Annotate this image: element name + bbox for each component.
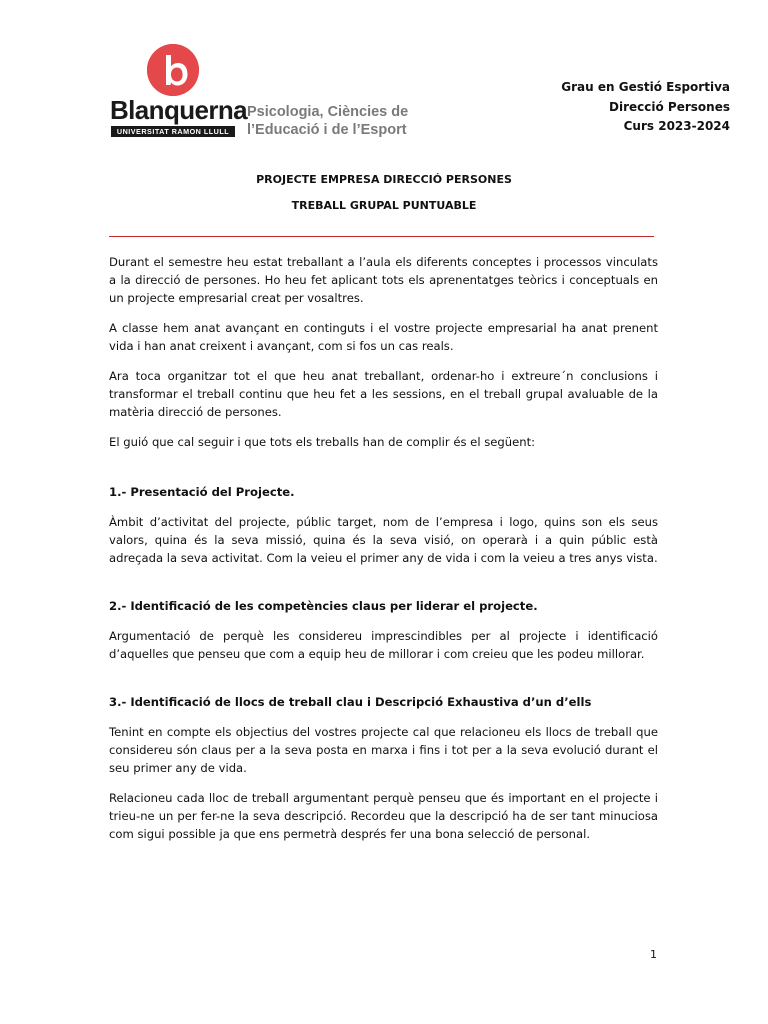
- section-heading: 1.- Presentació del Projecte.: [109, 485, 295, 499]
- intro-paragraph: Durant el semestre heu estat treballant a l’aula els diferents conceptes i processos vinculats a la direcció de persones. Ho heu fet aplicant tots els aprenentatges teòrics i conceptuals en un projecte empresarial creat per vosaltres.: [109, 255, 658, 305]
- document-subtitle: TREBALL GRUPAL PUNTUABLE: [291, 199, 477, 212]
- subject-name: Direcció Persones: [609, 99, 730, 114]
- faculty-name: [247, 103, 408, 139]
- document-title: PROJECTE EMPRESA DIRECCIÓ PERSONES: [256, 173, 512, 186]
- intro-paragraph: A classe hem anat avançant en continguts i el vostre projecte empresarial ha anat prenent vida i han anat creixent i avançant, com si fos un cas reals.: [109, 321, 658, 353]
- page-number: 1: [650, 948, 657, 961]
- university-bar: UNIVERSITAT RAMON LLULL: [111, 126, 235, 137]
- spacer: [109, 579, 658, 597]
- degree-name: Grau en Gestió Esportiva: [561, 80, 730, 94]
- spacer: [109, 675, 658, 693]
- intro-paragraph: Ara toca organitzar tot el que heu anat treballant, ordenar-ho i extreure´n conclusions i transformar el treball continu que heu fet a les sessions, en el treball grupal avaluable de la matèria direcció de persones.: [109, 369, 658, 419]
- course-header: [561, 78, 730, 137]
- section-heading: 3.- Identificació de llocs de treball clau i Descripció Exhaustiva d’un d’ells: [109, 695, 592, 709]
- faculty-line-1: Psicologia, Ciències de: [247, 104, 409, 120]
- blanquerna-logo-icon: [147, 44, 199, 96]
- section-paragraph: Relacioneu cada lloc de treball argumentant perquè penseu que és important en el projecte i trieu-ne un per fer-ne la seva descripció. Recordeu que la descripció ha de ser tant minuciosa com sigui possible ja que ens permetrà després fer una bona selecció de personal.: [109, 791, 658, 841]
- section-paragraph: Àmbit d’activitat del projecte, públic target, nom de l’empresa i logo, quins son els seus valors, quina és la seva missió, quina és la seva visió, on operarà i a quin públic està adreçada la seva activitat. Com la veieu el primer any de vida i com la veieu a tres anys vista.: [109, 515, 658, 565]
- document-body: [109, 253, 658, 855]
- section-paragraph: Argumentació de perquè les considereu imprescindibles per al projecte i identificació d’aquelles que penseu que com a equip heu de millorar i com creieu que les podeu millorar.: [109, 629, 658, 661]
- section-paragraph: Tenint en compte els objectius del vostres projecte cal que relacioneu els llocs de treball que considereu són claus per a la seva posta en marxa i fins i tot per a la seva evolució durant el seu primer any de vida.: [109, 725, 658, 775]
- brand-name: Blanquerna: [110, 95, 248, 125]
- intro-paragraph: El guió que cal seguir i que tots els treballs han de complir és el següent:: [109, 435, 536, 449]
- course-year: Curs 2023-2024: [623, 119, 730, 133]
- spacer: [109, 463, 658, 483]
- faculty-line-2: l’Educació i de l’Esport: [247, 122, 407, 138]
- section-heading: 2.- Identificació de les competències claus per liderar el projecte.: [109, 599, 538, 613]
- title-divider: [109, 236, 654, 237]
